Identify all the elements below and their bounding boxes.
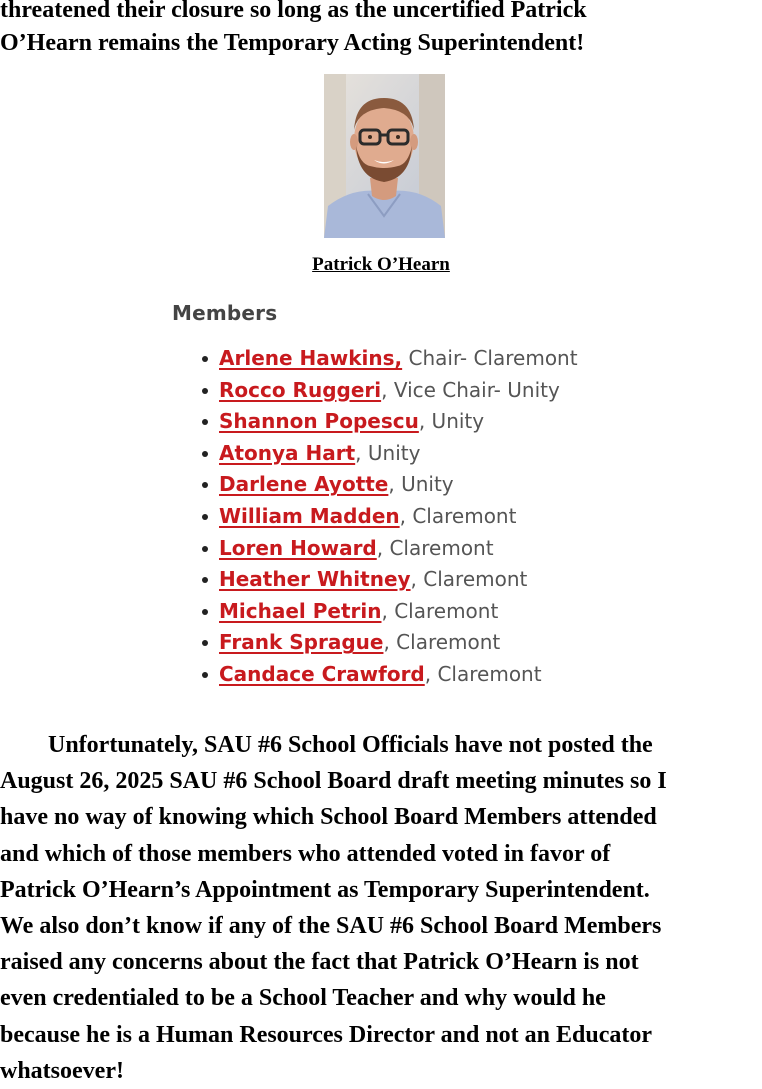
member-role: , Unity <box>418 409 485 434</box>
member-link[interactable]: Heather Whitney <box>219 567 411 592</box>
members-heading: Members <box>172 301 278 325</box>
body-line: Patrick O’Hearn’s Appointment as Temporary Superintendent. <box>0 876 650 903</box>
member-link[interactable]: Atonya Hart <box>219 440 356 465</box>
member-link[interactable]: William Madden <box>219 503 400 528</box>
body-line: and which of those members who attended voted in favor of <box>0 840 611 867</box>
member-link[interactable]: Michael Petrin <box>219 598 382 623</box>
body-line: We also don’t know if any of the SAU #6 School Board Members <box>0 913 662 940</box>
bullet-icon <box>202 451 208 457</box>
member-role: Chair- Claremont <box>402 346 578 370</box>
members-list <box>172 343 578 691</box>
body-line: because he is a Human Resources Director and not an Educator <box>0 1021 653 1048</box>
intro-line: threatened their closure so long as the uncertified Patrick <box>0 0 587 23</box>
bullet-icon <box>202 546 208 552</box>
member-link[interactable]: Shannon Popescu <box>219 409 419 434</box>
body-paragraph <box>0 727 762 1089</box>
bullet-icon <box>202 419 208 425</box>
member-role: , Claremont <box>424 661 542 686</box>
member-item <box>172 343 578 375</box>
intro-line: O’Hearn remains the Temporary Acting Superintendent! <box>0 30 585 56</box>
member-role: , Claremont <box>399 503 517 528</box>
bullet-icon <box>202 609 208 615</box>
bullet-icon <box>202 640 208 646</box>
bullet-icon <box>202 388 208 394</box>
member-role: , Claremont <box>383 630 501 655</box>
member-link[interactable]: Frank Sprague <box>219 630 384 655</box>
body-line: even credentialed to be a School Teacher and why would he <box>0 985 606 1012</box>
body-line: have no way of knowing which School Board Members attended <box>0 804 657 831</box>
member-link[interactable]: Arlene Hawkins, <box>219 346 403 370</box>
member-role: , Claremont <box>376 535 494 560</box>
member-item <box>172 627 578 659</box>
member-role: , Claremont <box>381 598 499 623</box>
member-item <box>172 659 578 691</box>
member-item <box>172 564 578 596</box>
member-item <box>172 406 578 438</box>
member-item <box>172 375 578 407</box>
member-link[interactable]: Darlene Ayotte <box>219 472 389 497</box>
photo-caption: Patrick O’Hearn <box>312 254 450 275</box>
body-line: Unfortunately, SAU #6 School Officials have not posted the <box>0 732 653 758</box>
member-item <box>172 469 578 501</box>
members-section <box>172 301 578 691</box>
member-link[interactable]: Rocco Ruggeri <box>219 377 382 402</box>
intro-paragraph <box>0 0 762 60</box>
body-line: whatsoever! <box>0 1057 124 1084</box>
member-role: , Claremont <box>410 567 528 592</box>
member-link[interactable]: Loren Howard <box>219 535 377 560</box>
member-item <box>172 438 578 470</box>
member-role: , Unity <box>388 472 454 497</box>
member-role: , Unity <box>355 440 421 465</box>
bullet-icon <box>202 482 208 488</box>
member-link[interactable]: Candace Crawford <box>219 661 425 686</box>
member-item <box>172 533 578 565</box>
bullet-icon <box>202 356 208 362</box>
portrait-photo <box>324 74 445 238</box>
body-line: August 26, 2025 SAU #6 School Board draft meeting minutes so I <box>0 768 667 795</box>
portrait-image <box>324 74 445 238</box>
bullet-icon <box>202 672 208 678</box>
bullet-icon <box>202 577 208 583</box>
body-line: raised any concerns about the fact that Patrick O’Hearn is not <box>0 949 639 976</box>
member-item <box>172 596 578 628</box>
bullet-icon <box>202 514 208 520</box>
member-item <box>172 501 578 533</box>
member-role: , Vice Chair- Unity <box>381 377 560 402</box>
